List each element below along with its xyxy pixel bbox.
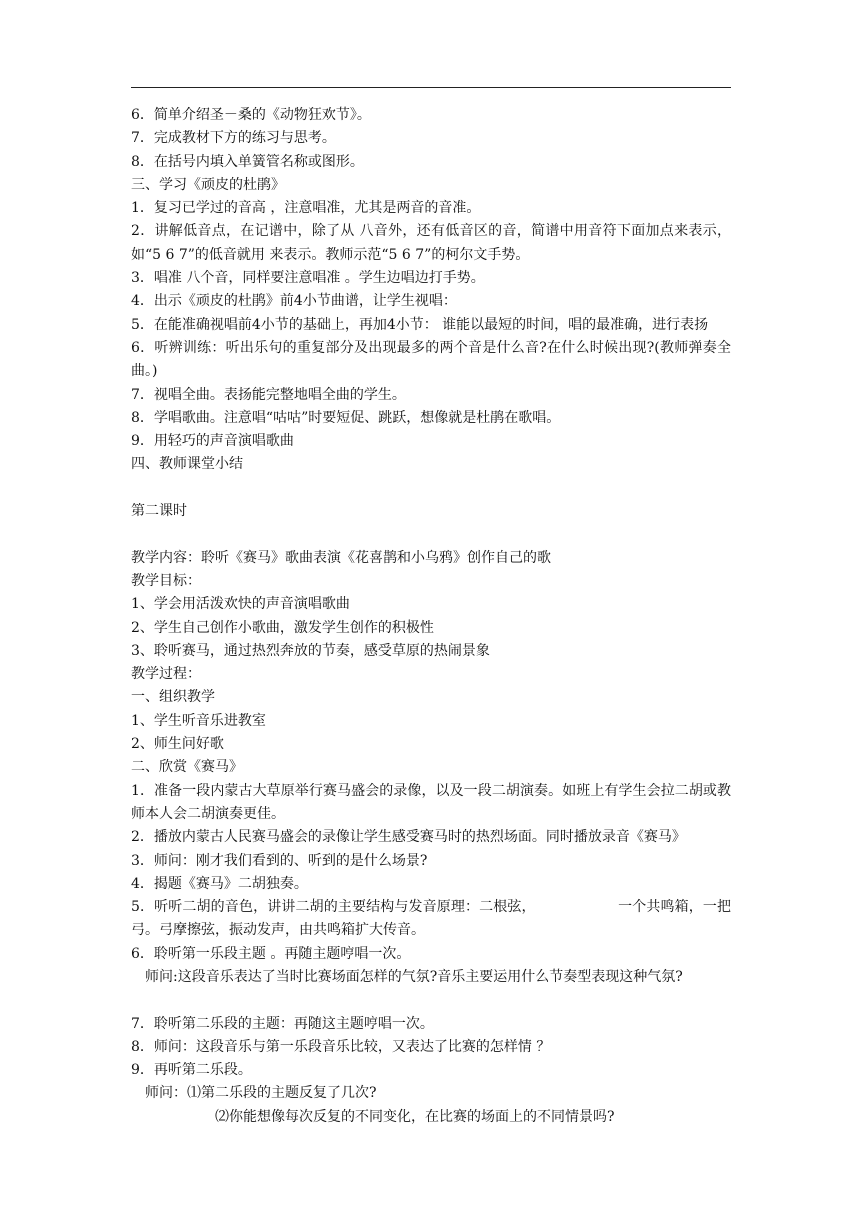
text-line: 1．准备一段内蒙古大草原举行赛马盛会的录像，以及一段二胡演奏。如班上有学生会拉二胡或教师本人会二胡演奏更佳。 — [131, 782, 731, 822]
blank-line — [131, 523, 731, 546]
text-line: 教学内容：聆听《赛马》歌曲表演《花喜鹊和小乌鸦》创作自己的歌 — [131, 549, 551, 566]
text-line: 9．用轻巧的声音演唱歌曲 — [131, 433, 294, 450]
text-line: 7．聆听第二乐段的主题：再随这主题哼唱一次。 — [131, 1015, 434, 1032]
text-line: 2、学生自己创作小歌曲，激发学生创作的积极性 — [131, 619, 434, 636]
text-line: 师问：⑴第二乐段的主题反复了几次? — [145, 1085, 377, 1102]
section-heading: 一、组织教学 — [131, 689, 215, 706]
blank-line — [131, 989, 731, 1012]
text-line: 8．学唱歌曲。注意唱“咕咕”时要短促、跳跃，想像就是杜鹃在歌唱。 — [131, 409, 561, 426]
document-body — [131, 104, 731, 1129]
text-line: 师问:这段音乐表达了当时比赛场面怎样的气氛?音乐主要运用什么节奏型表现这种气氛? — [145, 968, 683, 985]
section-heading: 四、教师课堂小结 — [131, 456, 243, 473]
text-line: 6．简单介绍圣－桑的《动物狂欢节》。 — [131, 107, 371, 123]
text-line: 6．聆听第一乐段主题 。再随主题哼唱一次。 — [131, 945, 411, 962]
section-heading: 三、学习《顽皮的杜鹃》 — [131, 176, 285, 193]
text-line: 5．听听二胡的音色，讲讲二胡的主要结构与发音原理：二根弦， 一个共鸣箱，一把弓。弓摩擦弦，振动发声，由共鸣箱扩大传音。 — [131, 899, 731, 939]
text-line: 5．在能准确视唱前4小节的基础上，再加4小节： 谁能以最短的时间，唱的最准确，进行表扬 — [131, 316, 709, 333]
text-line: 1、学会用活泼欢快的声音演唱歌曲 — [131, 596, 350, 613]
header-rule — [131, 87, 731, 88]
text-line: 2．讲解低音点，在记谱中，除了从 八音外，还有低音区的音，简谱中用音符下面加点来表示，如“5 6 7”的低音就用 来表示。教师示范“5 6 7”的柯尔文手势。 — [131, 223, 731, 263]
text-line: 8．在括号内填入单簧管名称或图形。 — [131, 153, 364, 170]
text-line: 4．出示《顽皮的杜鹃》前4小节曲谱，让学生视唱： — [131, 293, 457, 310]
text-line: 教学目标： — [131, 572, 201, 589]
section-heading: 二、欣赏《赛马》 — [131, 759, 243, 776]
text-line: ⑵你能想像每次反复的不同变化，在比赛的场面上的不同情景吗? — [215, 1108, 615, 1125]
text-line: 教学过程： — [131, 666, 201, 683]
text-line: 7．视唱全曲。表扬能完整地唱全曲的学生。 — [131, 386, 406, 403]
text-line: 8．师问：这段音乐与第一乐段音乐比较，又表达了比赛的怎样情 ？ — [131, 1038, 551, 1055]
blank-line — [131, 477, 731, 500]
text-line: 3．唱准 八个音，同样要注意唱准 。学生边唱边打手势。 — [131, 270, 485, 287]
text-line: 3、聆听赛马，通过热烈奔放的节奏，感受草原的热闹景象 — [131, 642, 490, 659]
text-line: 3．师问：刚才我们看到的、听到的是什么场景? — [131, 852, 428, 869]
text-line: 6．听辨训练：听出乐句的重复部分及出现最多的两个音是什么音?在什么时候出现?(教师弹奏全曲。) — [131, 339, 731, 380]
text-line: 9．再听第二乐段。 — [131, 1062, 252, 1079]
text-line: 7．完成教材下方的练习与思考。 — [131, 130, 336, 147]
text-line: 1．复习已学过的音高 ，注意唱准，尤其是两音的音准。 — [131, 200, 481, 217]
text-line: 2、师生问好歌 — [131, 736, 224, 753]
text-line: 2．播放内蒙古人民赛马盛会的录像让学生感受赛马时的热烈场面。同时播放录音《赛马》 — [131, 829, 686, 846]
text-line: 4．揭题《赛马》二胡独奏。 — [131, 875, 308, 892]
text-line: 1、学生听音乐进教室 — [131, 712, 266, 729]
lesson-heading: 第二课时 — [131, 503, 187, 520]
